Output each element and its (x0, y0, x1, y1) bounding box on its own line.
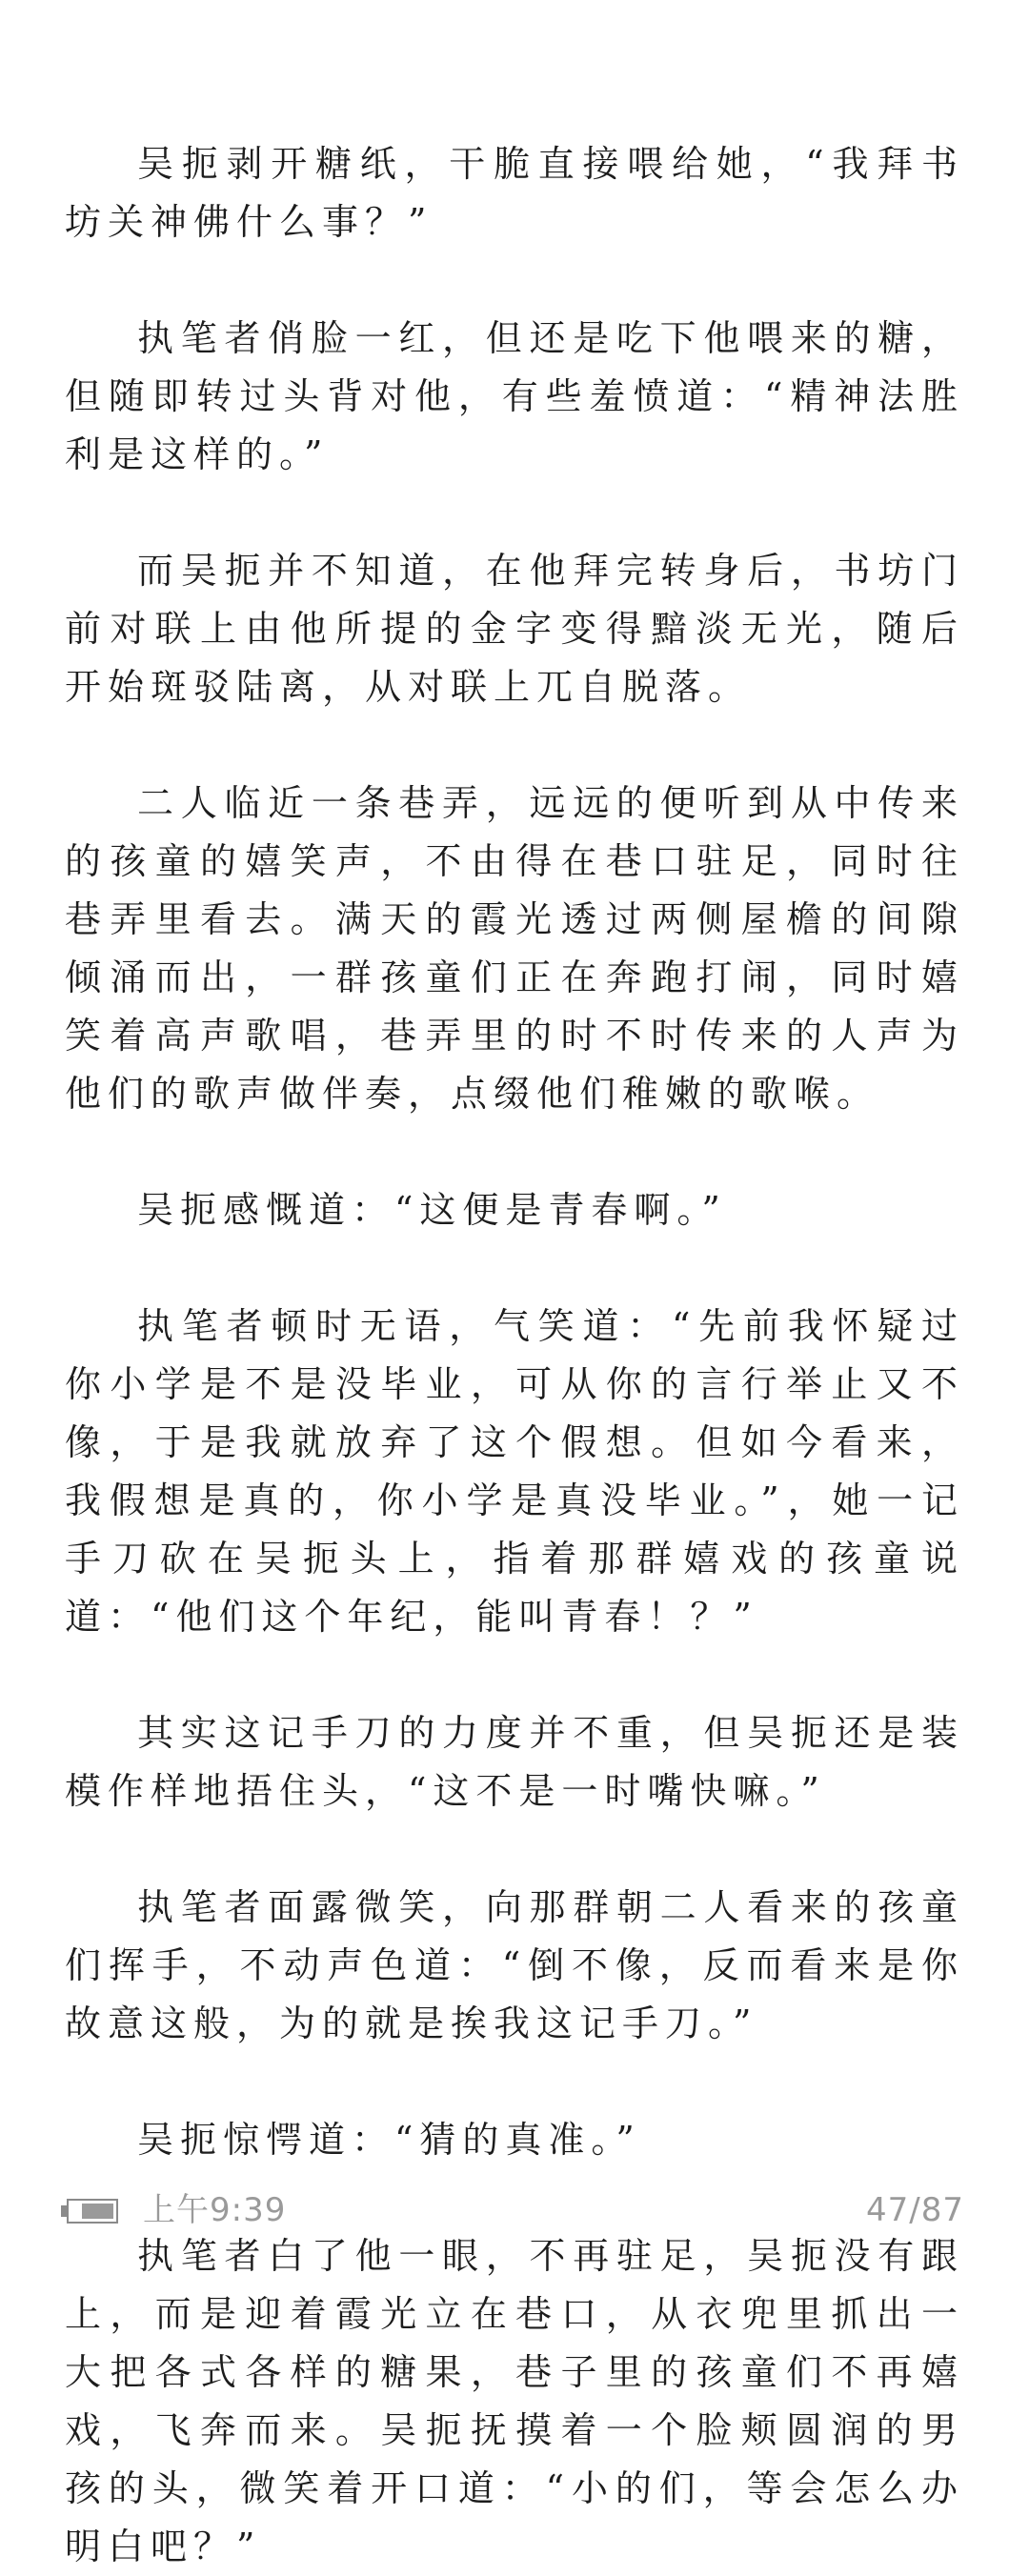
paragraph: 吴扼惊愕道：“猜的真准。” (137, 2119, 641, 2161)
paragraph: 执笔者顿时无语，气笑道：“先前我怀疑过你小学是不是没毕业，可从你的言行举止又不像，于是我就放弃了这个假想。但如今看来，我假想是真的，你小学是真没毕业。”，她一记手刀砍在吴扼头上，指着那群嬉戏的孩童说道：“他们这个年纪，能叫青春！？” (65, 1305, 964, 1638)
page-counter: 47/87 (866, 2191, 964, 2229)
paragraph: 而吴扼并不知道，在他拜完转身后，书坊门前对联上由他所提的金字变得黯淡无光，随后开始斑驳陆离，从对联上兀自脱落。 (65, 550, 964, 708)
reader-status-bar (0, 2172, 1029, 2248)
battery-body (67, 2199, 118, 2224)
paragraph: 执笔者俏脸一红，但还是吃下他喂来的糖，但随即转过头背对他，有些羞愤道：“精神法胜利是这样的。” (65, 317, 964, 475)
paragraph: 吴扼剥开糖纸，干脆直接喂给她，“我拜书坊关神佛什么事？” (65, 143, 964, 243)
paragraph: 吴扼感慨道：“这便是青春啊。” (137, 1189, 727, 1231)
paragraph: 执笔者白了他一眼，不再驻足，吴扼没有跟上，而是迎着霞光立在巷口，从衣兜里抓出一大把各式各样的糖果，巷子里的孩童们不再嬉戏，飞奔而来。吴扼抚摸着一个脸颊圆润的男孩的头，微笑着开口道：“小的们，等会怎么办明白吧？” (65, 2235, 964, 2567)
clock-time: 上午9:39 (143, 2191, 287, 2229)
paragraph: 执笔者面露微笑，向那群朝二人看来的孩童们挥手，不动声色道：“倒不像，反而看来是你故意这般，为的就是挨我这记手刀。” (65, 1886, 964, 2044)
battery-icon (61, 2199, 122, 2224)
paragraph: 二人临近一条巷弄，远远的便听到从中传来的孩童的嬉笑声，不由得在巷口驻足，同时往巷弄里看去。满天的霞光透过两侧屋檐的间隙倾涌而出，一群孩童们正在奔跑打闹，同时嬉笑着高声歌唱，巷弄里的时不时传来的人声为他们的歌声做伴奏，点缀他们稚嫩的歌喉。 (65, 782, 964, 1115)
paragraph: 其实这记手刀的力度并不重，但吴扼还是装模作样地捂住头，“这不是一时嘴快嘛。” (65, 1712, 964, 1812)
battery-fill (82, 2204, 113, 2219)
